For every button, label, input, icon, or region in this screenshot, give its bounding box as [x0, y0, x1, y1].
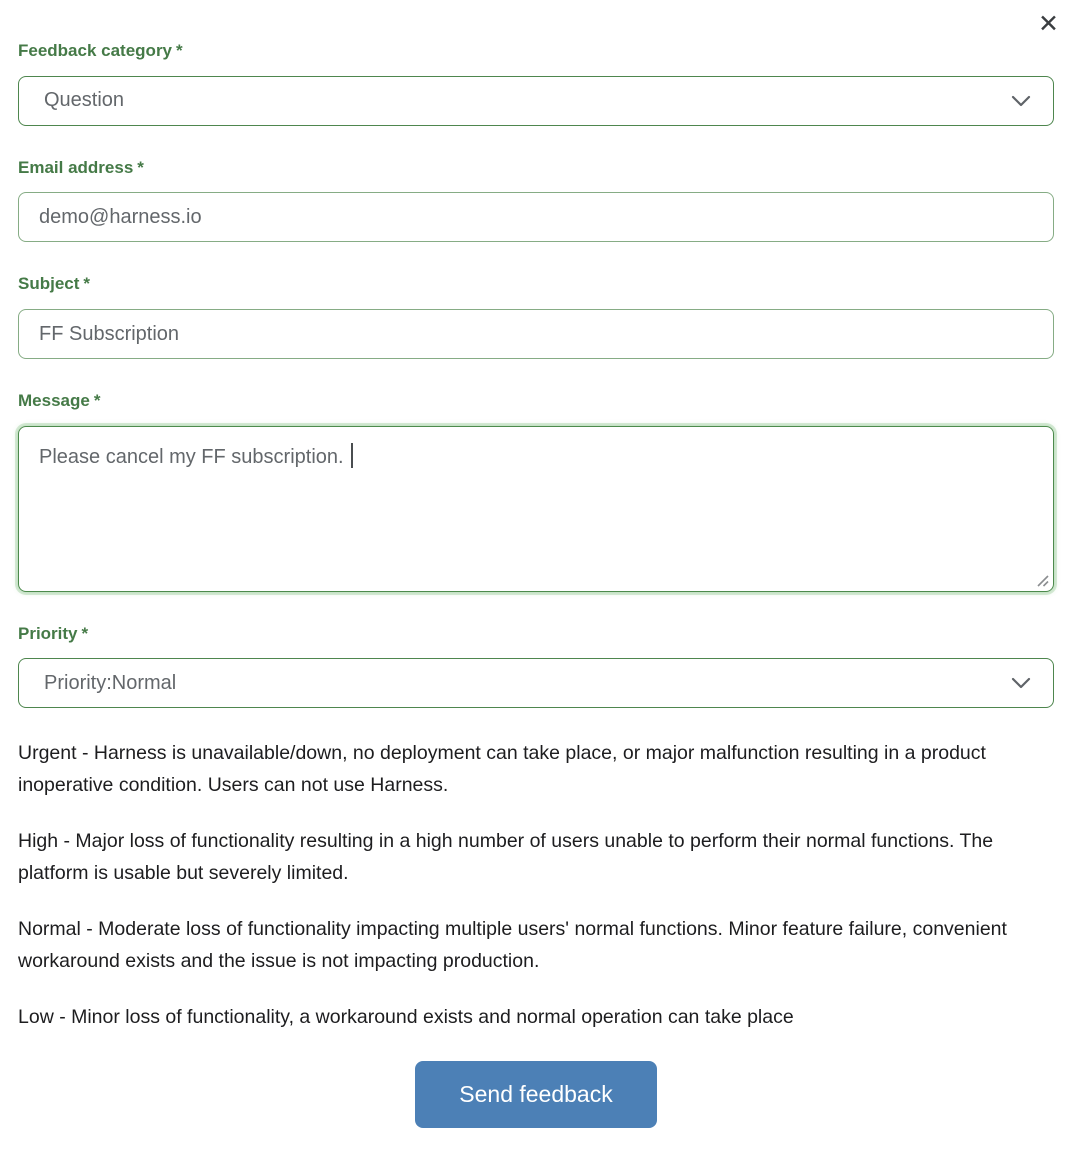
priority-select[interactable] [18, 658, 1054, 708]
required-marker: * [93, 391, 101, 411]
feedback-category-group [18, 42, 1054, 126]
button-row [18, 1061, 1054, 1128]
subject-label-text: Subject [18, 274, 80, 294]
priority-help-normal: Normal - Moderate loss of functionality impacting multiple users' normal functions. Minor feature failure, convenient workaround exists and the issue is not impacting production. [18, 918, 1007, 973]
email-field[interactable] [18, 192, 1054, 242]
close-icon[interactable]: ✕ [1038, 10, 1059, 38]
priority-group [18, 625, 1054, 709]
priority-help-low: Low - Minor loss of functionality, a workaround exists and normal operation can take place [18, 1006, 794, 1029]
text-caret [351, 443, 353, 468]
feedback-category-value: Question [44, 89, 125, 112]
resize-handle[interactable] [1035, 573, 1050, 588]
feedback-category-label [18, 42, 1054, 61]
priority-label [18, 625, 1054, 644]
message-text: Please cancel my FF subscription. [39, 445, 344, 468]
message-label-text: Message [18, 391, 90, 411]
priority-help-high: High - Major loss of functionality resulting in a high number of users unable to perform their normal functions. The platform is usable but severely limited. [18, 830, 994, 885]
email-group [18, 159, 1054, 243]
subject-label [18, 275, 1054, 294]
send-feedback-button[interactable]: Send feedback [415, 1061, 656, 1128]
required-marker: * [176, 41, 183, 60]
email-label [18, 159, 1054, 178]
message-label [18, 392, 1054, 411]
subject-group [18, 275, 1054, 359]
message-textarea[interactable] [18, 426, 1054, 592]
priority-label-text: Priority [18, 623, 78, 643]
chevron-down-icon [1011, 677, 1031, 689]
priority-descriptions [18, 737, 1054, 1033]
feedback-category-select[interactable] [18, 76, 1054, 126]
email-label-text: Email address [18, 157, 134, 177]
subject-field[interactable] [18, 309, 1054, 359]
chevron-down-icon [1011, 95, 1031, 107]
priority-help-urgent: Urgent - Harness is unavailable/down, no deployment can take place, or major malfunction resulting in a product inoperative condition. Users can not use Harness. [18, 742, 986, 797]
required-marker: * [81, 623, 89, 643]
required-marker: * [137, 157, 144, 177]
priority-value: Priority:Normal [44, 671, 177, 694]
feedback-category-label-text: Feedback category [18, 41, 173, 60]
required-marker: * [83, 274, 91, 294]
message-group [18, 392, 1054, 592]
